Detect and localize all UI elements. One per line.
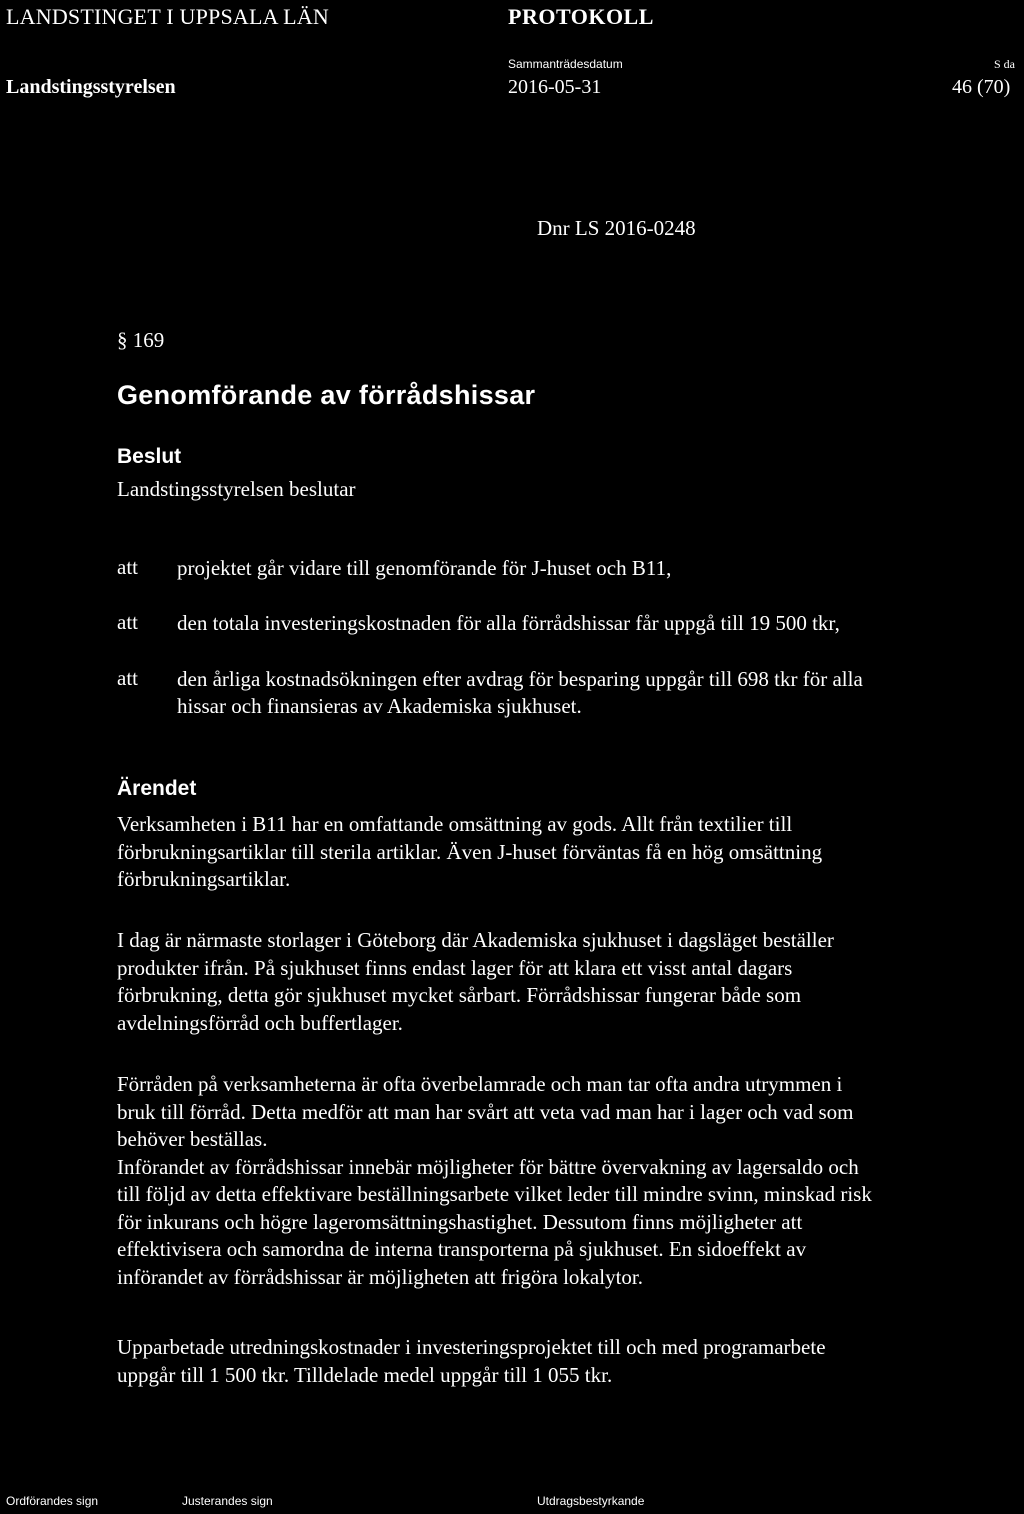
page-title: Genomförande av förrådshissar xyxy=(117,380,536,410)
body-line: förbrukningsartiklar. xyxy=(117,867,291,891)
decision-line: den totala investeringskostnaden för alla förrådshissar får uppgå till 19 500 tkr, xyxy=(177,611,840,635)
body-line: avdelningsförråd och buffertlager. xyxy=(117,1010,403,1035)
decision-line: hissar och finansieras av Akademiska sjukhuset. xyxy=(177,694,582,718)
body-line: Förråden på verksamheterna är ofta överbelamrade och man tar ofta andra utrymmen i xyxy=(117,1072,843,1096)
body-line: behöver beställas. xyxy=(117,1127,268,1151)
body-paragraph xyxy=(117,927,1017,1037)
body-line: uppgår till 1 500 tkr. Tilldelade medel uppgår till 1 055 tkr. xyxy=(117,1362,613,1387)
meeting-date: 2016-05-31 xyxy=(508,76,602,98)
decision-item xyxy=(177,610,1007,637)
diary-number: Dnr LS 2016-0248 xyxy=(537,216,696,240)
decision-prefix: att xyxy=(117,666,138,690)
decision-item xyxy=(177,666,1007,720)
decision-item xyxy=(177,555,1007,582)
body-paragraph xyxy=(117,811,1017,894)
decision-line: den årliga kostnadsökningen efter avdrag för besparing uppgår till 698 tkr för alla xyxy=(177,667,863,691)
decision-prefix: att xyxy=(117,610,138,634)
beslut-heading: Beslut xyxy=(117,445,182,468)
body-line: till följd av detta effektivare beställningsarbete vilket leder till mindre svinn, minskad risk xyxy=(117,1182,872,1206)
body-line: förbrukning, detta gör sjukhuset mycket sårbart. Förrådshissar fungerar både som xyxy=(117,983,802,1007)
body-line: för inkurans och högre lageromsättningshastighet. Dessutom finns möjligheter att xyxy=(117,1209,803,1234)
organization-name: LANDSTINGET I UPPSALA LÄN xyxy=(6,4,329,29)
adjuster-signature-label: Justerandes sign xyxy=(182,1494,273,1508)
body-line: effektivisera och samordna de interna transporterna på sjukhuset. En sidoeffekt av xyxy=(117,1237,807,1261)
decision-line: projektet går vidare till genomförande för J-huset och B11, xyxy=(177,556,672,580)
body-line: införandet av förrådshissar är möjligheten att frigöra lokalytor. xyxy=(117,1264,643,1289)
body-line: förbrukningsartiklar till sterila artiklar. Även J-huset förväntas få en hög omsättning xyxy=(117,839,823,864)
body-line: Verksamheten i B11 har en omfattande omsättning av gods. Allt från textilier till xyxy=(117,812,793,836)
page-number: 46 (70) xyxy=(952,76,1011,98)
section-number: § 169 xyxy=(117,328,165,352)
extract-certifier-label: Utdragsbestyrkande xyxy=(537,1494,645,1508)
body-paragraph xyxy=(117,1334,1017,1389)
decision-prefix: att xyxy=(117,555,138,579)
body-line: Införandet av förrådshissar innebär möjligheter för bättre övervakning av lagersaldo och xyxy=(117,1154,859,1179)
body-paragraph xyxy=(117,1071,1017,1291)
page-label: S da xyxy=(994,57,1015,71)
body-line: Upparbetade utredningskostnader i investeringsprojektet till och med programarbete xyxy=(117,1335,826,1359)
body-line: produkter ifrån. På sjukhuset finns endast lager för att klara ett visst antal dagars xyxy=(117,955,793,980)
committee-name: Landstingsstyrelsen xyxy=(6,76,176,98)
chair-signature-label: Ordförandes sign xyxy=(6,1494,99,1508)
beslut-intro: Landstingsstyrelsen beslutar xyxy=(117,477,356,501)
meeting-date-label: Sammanträdesdatum xyxy=(508,57,623,71)
document-type: PROTOKOLL xyxy=(508,4,654,29)
arendet-heading: Ärendet xyxy=(117,777,197,800)
body-line: bruk till förråd. Detta medför att man har svårt att veta vad man har i lager och vad som xyxy=(117,1099,854,1124)
body-line: I dag är närmaste storlager i Göteborg där Akademiska sjukhuset i dagsläget beställer xyxy=(117,928,834,952)
